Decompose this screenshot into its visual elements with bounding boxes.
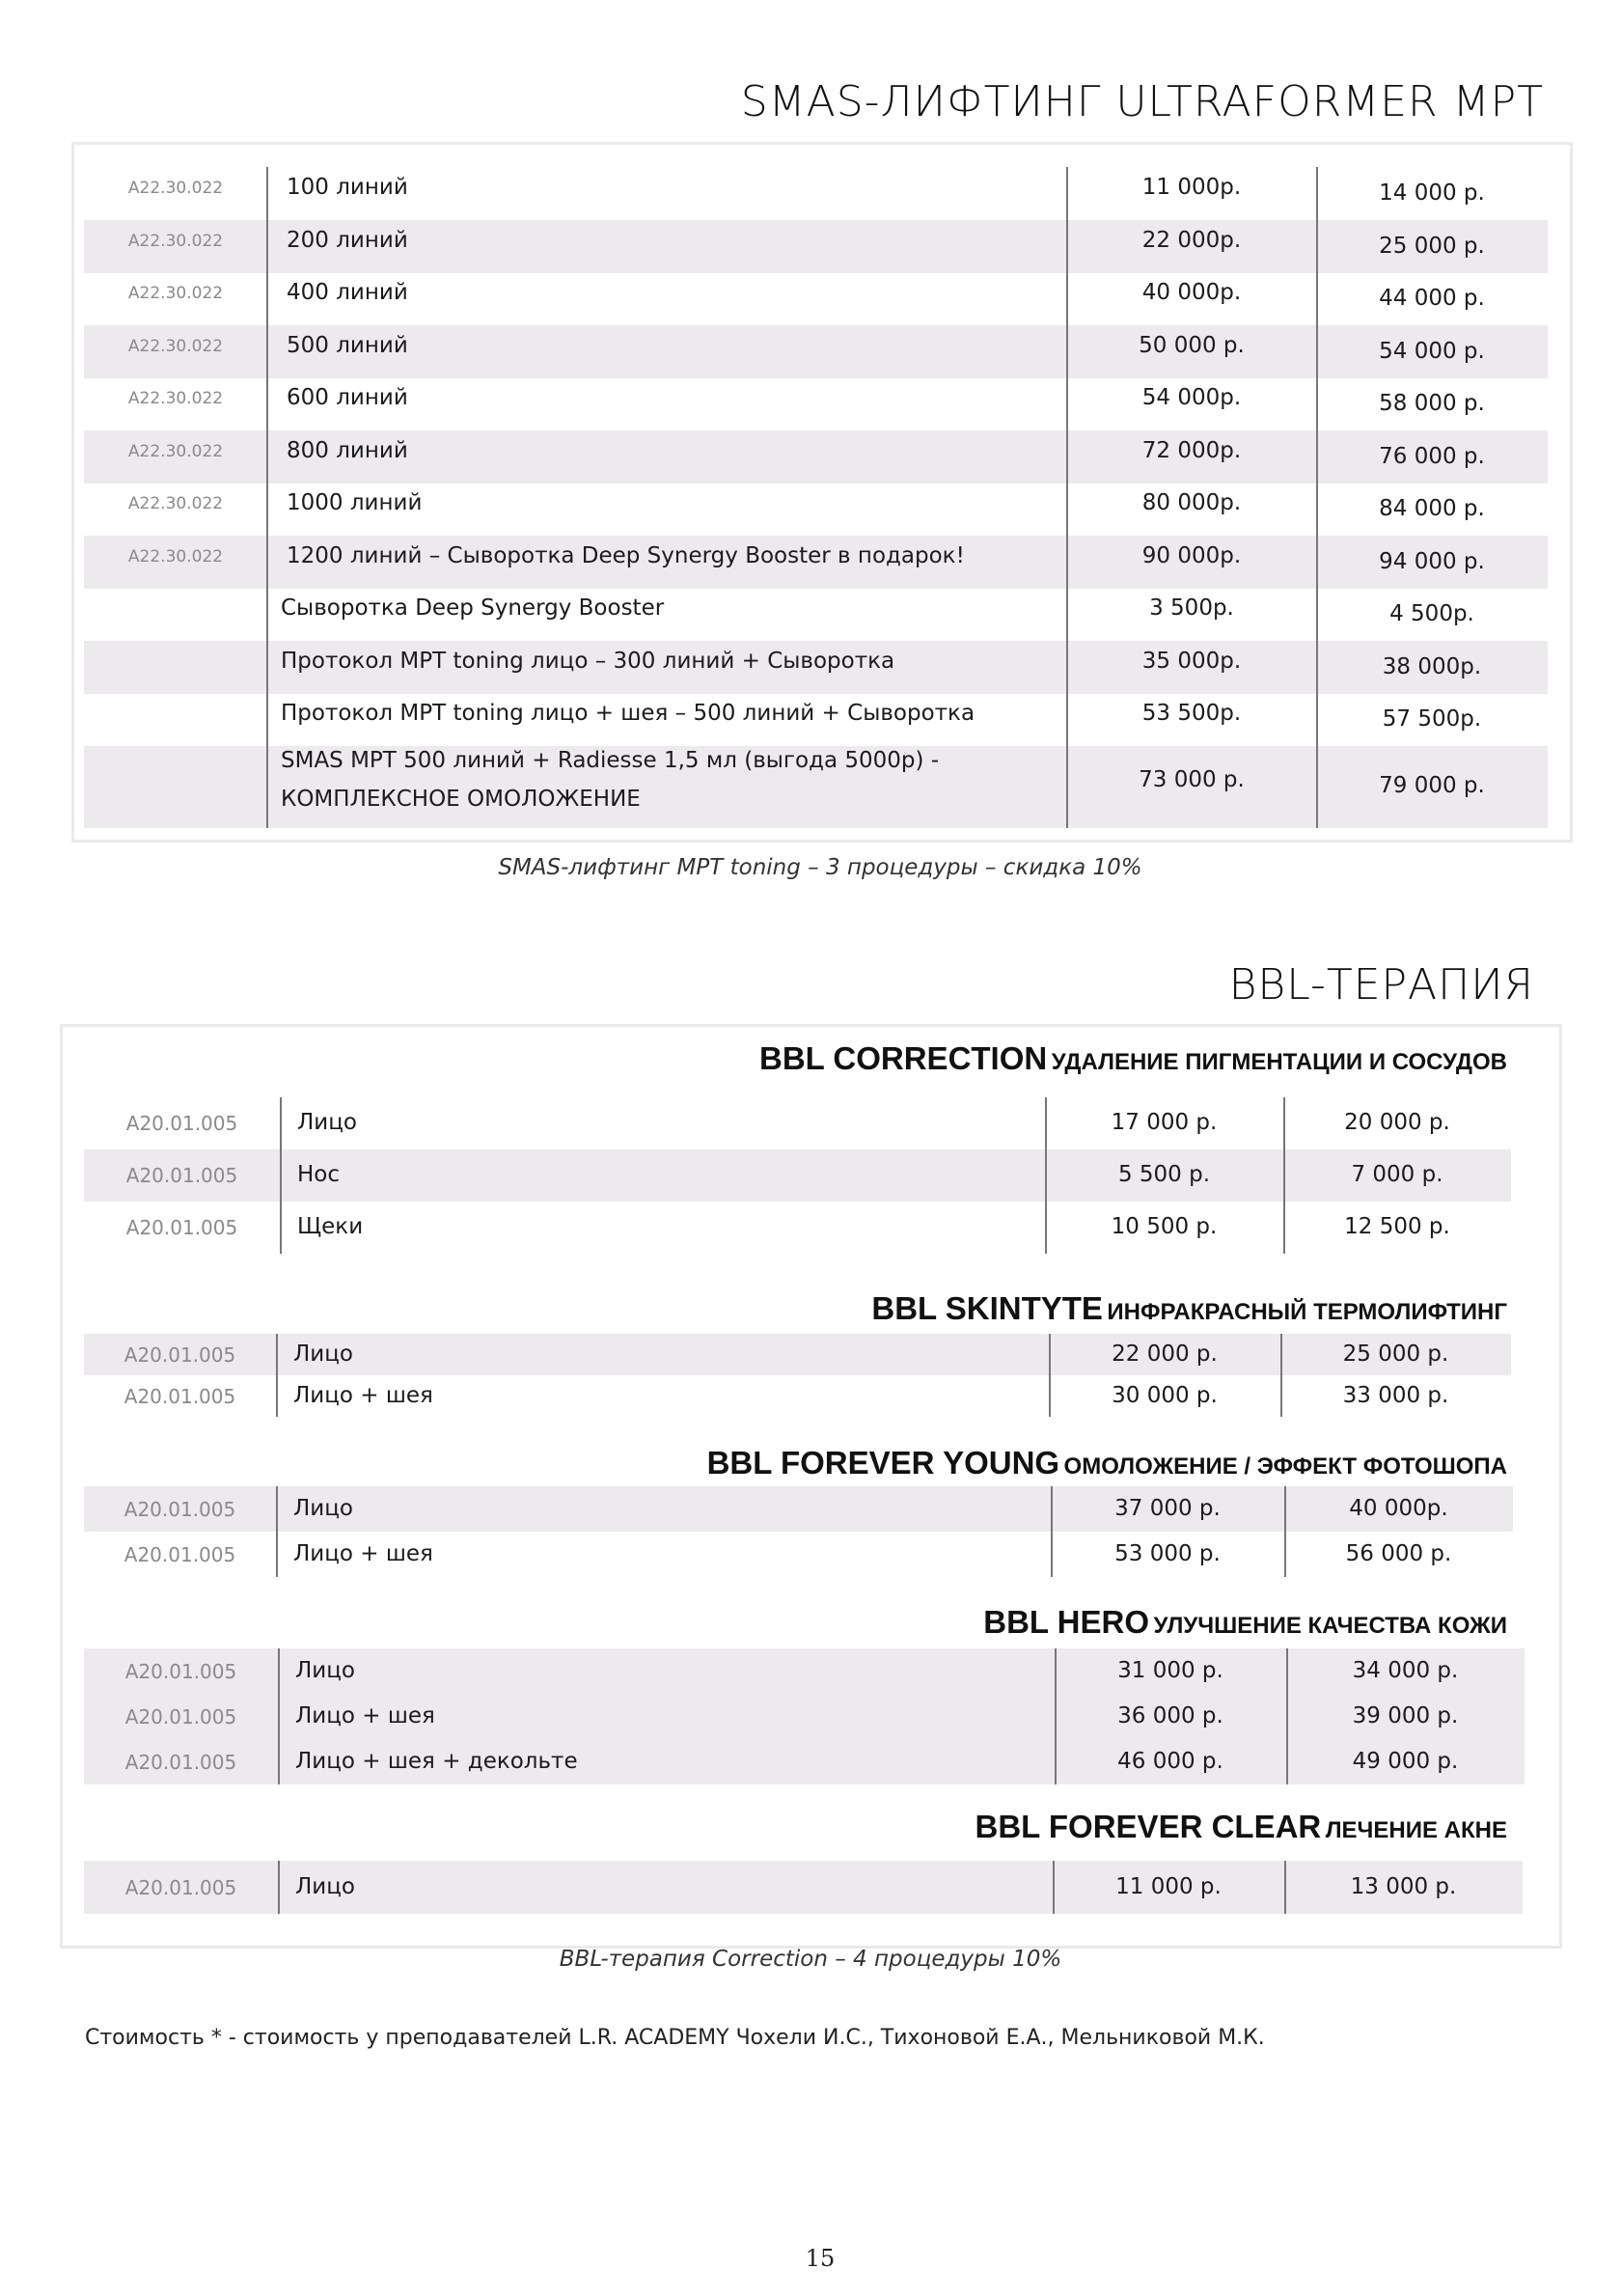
smas-row bbox=[84, 430, 1548, 484]
smas-price-divider-2 bbox=[1316, 167, 1318, 828]
page-number: 15 bbox=[805, 2245, 836, 2272]
smas-row-name: 100 линий bbox=[287, 175, 408, 200]
bbl-row-price: 37 000 р. bbox=[1114, 1496, 1221, 1521]
bbl-row-price: 22 000 р. bbox=[1112, 1342, 1218, 1367]
bbl-subsection-description: ОМОЛОЖЕНИЕ / ЭФФЕКТ ФОТОШОПА bbox=[1063, 1453, 1507, 1480]
smas-section-title: SMAS-ЛИФТИНГ ULTRAFORMER MPT bbox=[740, 77, 1544, 126]
bbl-row-code: A20.01.005 bbox=[124, 1385, 236, 1408]
smas-row-name-line2: КОМПЛЕКСНОЕ ОМОЛОЖЕНИЕ bbox=[281, 787, 641, 812]
smas-row-price-instructor: 84 000 р. bbox=[1379, 496, 1485, 521]
smas-row-code: A22.30.022 bbox=[127, 389, 224, 408]
bbl-row-price: 10 500 р. bbox=[1111, 1214, 1218, 1239]
smas-row-price: 53 500р. bbox=[1141, 701, 1242, 726]
smas-row-price-instructor: 79 000 р. bbox=[1379, 773, 1485, 798]
smas-row-price: 72 000р. bbox=[1141, 438, 1242, 463]
smas-code-divider bbox=[266, 167, 268, 828]
smas-row-code: A22.30.022 bbox=[127, 284, 224, 303]
bbl-row-price: 53 000 р. bbox=[1114, 1541, 1221, 1566]
bbl-row-code: A20.01.005 bbox=[124, 1343, 236, 1367]
bbl-row-price: 31 000 р. bbox=[1117, 1658, 1223, 1683]
smas-row-name: 800 линий bbox=[287, 438, 408, 463]
bbl-section-title: BBL-ТЕРАПИЯ bbox=[1228, 960, 1534, 1010]
smas-row bbox=[84, 272, 1548, 325]
smas-row-code: A22.30.022 bbox=[127, 442, 224, 461]
bbl-row-price-instructor: 33 000 р. bbox=[1342, 1383, 1449, 1408]
bbl-subsection-name: BBL HERO bbox=[983, 1604, 1150, 1640]
bbl-row-name: Лицо bbox=[295, 1874, 355, 1899]
smas-row bbox=[84, 220, 1548, 273]
bbl-subsection-name: BBL FOREVER YOUNG bbox=[706, 1445, 1060, 1480]
bbl-row-price-instructor: 7 000 р. bbox=[1351, 1162, 1443, 1187]
bbl-row-code: A20.01.005 bbox=[124, 1498, 236, 1521]
smas-price-divider-1 bbox=[1066, 167, 1068, 828]
smas-row-price-instructor: 25 000 р. bbox=[1379, 234, 1485, 259]
smas-row-price-instructor: 44 000 р. bbox=[1379, 286, 1485, 311]
bbl-subsection-description: УДАЛЕНИЕ ПИГМЕНТАЦИИ И СОСУДОВ bbox=[1051, 1049, 1507, 1075]
bbl-price-table bbox=[60, 1024, 1562, 1949]
smas-row-price-instructor: 4 500р. bbox=[1389, 601, 1474, 626]
smas-row-price: 11 000р. bbox=[1141, 175, 1242, 200]
smas-row-price-instructor: 76 000 р. bbox=[1379, 444, 1485, 469]
bbl-row-code: A20.01.005 bbox=[124, 1543, 236, 1566]
bbl-row-name: Лицо bbox=[297, 1110, 357, 1135]
smas-discount-note: SMAS-лифтинг MPT toning – 3 процедуры – скидка 10% bbox=[498, 855, 1142, 880]
smas-row-price-instructor: 54 000 р. bbox=[1379, 339, 1485, 364]
smas-row-name: 600 линий bbox=[287, 385, 408, 410]
smas-row-code: A22.30.022 bbox=[127, 337, 224, 356]
smas-row-code: A22.30.022 bbox=[127, 494, 224, 513]
bbl-row-price-instructor: 49 000 р. bbox=[1352, 1749, 1459, 1774]
bbl-subsection-name: BBL SKINTYTE bbox=[871, 1290, 1103, 1326]
bbl-row-code: A20.01.005 bbox=[125, 1112, 238, 1135]
smas-row-price: 73 000 р. bbox=[1139, 767, 1245, 792]
smas-row-price: 80 000р. bbox=[1141, 490, 1242, 515]
smas-table-body bbox=[84, 167, 1548, 828]
smas-row bbox=[84, 641, 1548, 694]
smas-row-price: 40 000р. bbox=[1141, 280, 1242, 305]
smas-row-price-instructor: 38 000р. bbox=[1382, 654, 1482, 679]
smas-row-price: 90 000р. bbox=[1141, 543, 1242, 568]
bbl-row-code: A20.01.005 bbox=[125, 1216, 238, 1239]
smas-row bbox=[84, 588, 1548, 641]
bbl-subsection-description: УЛУЧШЕНИЕ КАЧЕСТВА КОЖИ bbox=[1153, 1613, 1507, 1639]
bbl-row-code: A20.01.005 bbox=[124, 1876, 237, 1899]
smas-row-price-instructor: 58 000 р. bbox=[1379, 391, 1485, 416]
smas-row-name: Протокол MPT toning лицо – 300 линий + Сыворотка bbox=[281, 649, 895, 674]
bbl-subsection-description: ЛЕЧЕНИЕ АКНЕ bbox=[1325, 1817, 1507, 1843]
smas-row bbox=[84, 167, 1548, 220]
bbl-row-price-instructor: 56 000 р. bbox=[1345, 1541, 1452, 1566]
smas-row-price: 22 000р. bbox=[1141, 228, 1242, 253]
bbl-row-price-instructor: 20 000 р. bbox=[1344, 1110, 1450, 1135]
smas-row-price: 50 000 р. bbox=[1139, 333, 1245, 358]
smas-row-price: 3 500р. bbox=[1149, 595, 1234, 621]
smas-row bbox=[84, 325, 1548, 378]
bbl-row-name: Лицо + шея bbox=[293, 1541, 433, 1566]
bbl-row-name: Лицо + шея bbox=[295, 1703, 435, 1729]
smas-row-code: A22.30.022 bbox=[127, 547, 224, 567]
bbl-row-price: 46 000 р. bbox=[1117, 1749, 1223, 1774]
bbl-row-code: A20.01.005 bbox=[125, 1164, 238, 1187]
smas-row-name: 200 линий bbox=[287, 228, 408, 253]
smas-row bbox=[84, 377, 1548, 430]
smas-row-code: A22.30.022 bbox=[127, 232, 224, 251]
bbl-discount-note: BBL-терапия Correction – 4 процедуры 10% bbox=[559, 1947, 1062, 1972]
smas-row bbox=[84, 536, 1548, 589]
smas-row-price-instructor: 57 500р. bbox=[1382, 706, 1482, 732]
bbl-row-price: 5 500 р. bbox=[1117, 1162, 1211, 1187]
footnote: Стоимость * - стоимость у преподавателей L.R. ACADEMY Чохели И.С., Тихоновой Е.А., Мельниковой М.К. bbox=[85, 2026, 1265, 2050]
smas-row-price-instructor: 14 000 р. bbox=[1379, 180, 1485, 206]
smas-row-code: A22.30.022 bbox=[127, 179, 224, 198]
bbl-row-price-instructor: 25 000 р. bbox=[1342, 1342, 1449, 1367]
smas-row-price: 54 000р. bbox=[1141, 385, 1242, 410]
smas-row-price-instructor: 94 000 р. bbox=[1379, 549, 1485, 574]
bbl-subsection-description: ИНФРАКРАСНЫЙ ТЕРМОЛИФТИНГ bbox=[1107, 1299, 1507, 1325]
bbl-row-price: 11 000 р. bbox=[1115, 1874, 1222, 1899]
bbl-row-name: Лицо + шея bbox=[293, 1383, 433, 1408]
bbl-row-price-instructor: 39 000 р. bbox=[1352, 1703, 1459, 1729]
bbl-row-price-instructor: 12 500 р. bbox=[1344, 1214, 1450, 1239]
bbl-row-price-instructor: 34 000 р. bbox=[1352, 1658, 1459, 1683]
bbl-subsection-name: BBL CORRECTION bbox=[759, 1040, 1048, 1076]
smas-row-name: 400 линий bbox=[287, 280, 408, 305]
bbl-row-price: 36 000 р. bbox=[1117, 1703, 1223, 1729]
smas-row-name: 1000 линий bbox=[287, 490, 423, 515]
bbl-row-name: Щеки bbox=[297, 1214, 364, 1239]
smas-row-name: Сыворотка Deep Synergy Booster bbox=[281, 595, 665, 621]
bbl-row-name: Лицо bbox=[293, 1342, 353, 1367]
smas-row-name: Протокол MPT toning лицо + шея – 500 линий + Сыворотка bbox=[281, 701, 975, 726]
bbl-row-name: Нос bbox=[297, 1162, 341, 1187]
bbl-row-code: A20.01.005 bbox=[124, 1660, 237, 1683]
smas-row-price: 35 000р. bbox=[1141, 649, 1242, 674]
smas-row-name: SMAS MPT 500 линий + Radiesse 1,5 мл (выгода 5000р) - bbox=[281, 748, 940, 773]
smas-row-name: 500 линий bbox=[287, 333, 408, 358]
bbl-row-code: A20.01.005 bbox=[124, 1705, 237, 1729]
smas-row-name: 1200 линий – Сыворотка Deep Synergy Booster в подарок! bbox=[287, 543, 965, 568]
smas-row bbox=[84, 746, 1548, 828]
bbl-subsection-name: BBL FOREVER CLEAR bbox=[975, 1809, 1322, 1844]
smas-row bbox=[84, 483, 1548, 536]
bbl-row-name: Лицо + шея + декольте bbox=[295, 1749, 578, 1774]
bbl-row-price: 30 000 р. bbox=[1112, 1383, 1218, 1408]
bbl-row-price-instructor: 40 000р. bbox=[1349, 1496, 1448, 1521]
bbl-row-name: Лицо bbox=[295, 1658, 355, 1683]
smas-row bbox=[84, 693, 1548, 746]
bbl-row-price-instructor: 13 000 р. bbox=[1350, 1874, 1457, 1899]
bbl-row-price: 17 000 р. bbox=[1111, 1110, 1218, 1135]
bbl-row-name: Лицо bbox=[293, 1496, 353, 1521]
bbl-row-code: A20.01.005 bbox=[124, 1751, 237, 1774]
